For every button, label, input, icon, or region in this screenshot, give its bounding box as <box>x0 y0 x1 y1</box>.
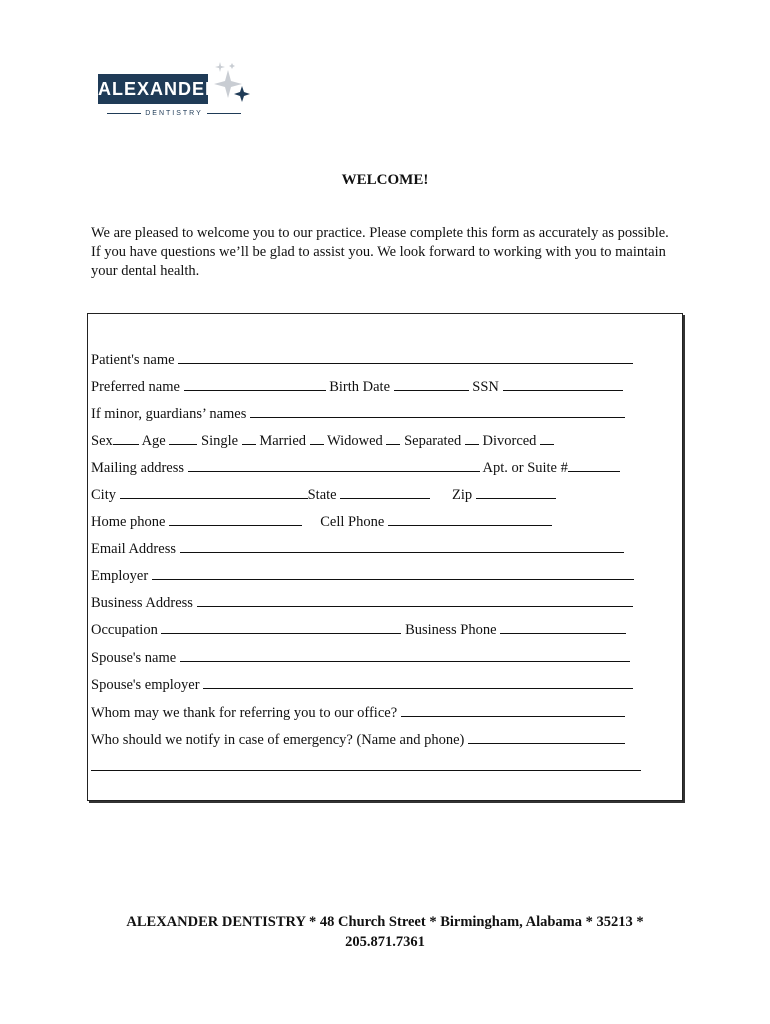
occupation-label: Occupation <box>91 622 158 638</box>
ssn-field[interactable] <box>503 377 623 391</box>
age-field[interactable] <box>169 431 197 445</box>
row-preferred-name <box>91 377 623 396</box>
intro-paragraph: We are pleased to welcome you to our practice. Please complete this form as accurately as possible. If you have questions we’ll be glad to assist you. We look forward to working with you to maintain your dental health. <box>91 225 669 279</box>
zip-label: Zip <box>451 487 473 503</box>
widowed-label: Widowed <box>327 433 383 449</box>
separated-label: Separated <box>404 433 462 449</box>
ssn-label: SSN <box>472 379 499 395</box>
footer-phone: 205.871.7361 <box>345 934 425 950</box>
practice-logo <box>98 60 258 122</box>
widowed-checkbox[interactable] <box>386 431 400 445</box>
row-referral <box>91 703 625 722</box>
patient-name-field[interactable] <box>178 350 633 364</box>
single-label: Single <box>201 433 239 449</box>
row-spouse-employer <box>91 675 633 694</box>
row-mailing-address <box>91 458 620 477</box>
spouse-employer-field[interactable] <box>203 675 633 689</box>
home-phone-field[interactable] <box>169 512 302 526</box>
email-field[interactable] <box>180 539 624 553</box>
birth-date-label: Birth Date <box>329 379 391 395</box>
married-label: Married <box>259 433 307 449</box>
state-field[interactable] <box>340 485 430 499</box>
business-address-label: Business Address <box>91 595 193 611</box>
state-label: State <box>307 487 337 503</box>
guardians-field[interactable] <box>250 404 625 418</box>
cell-phone-field[interactable] <box>388 512 552 526</box>
emergency-label: Who should we notify in case of emergency? (Name and phone) <box>91 732 465 748</box>
preferred-name-field[interactable] <box>184 377 326 391</box>
row-city-state-zip <box>91 485 556 504</box>
city-label: City <box>91 487 116 503</box>
row-emergency-continued <box>91 757 641 776</box>
city-field[interactable] <box>120 485 308 499</box>
occupation-field[interactable] <box>161 620 401 634</box>
business-phone-field[interactable] <box>500 620 626 634</box>
logo-subtitle: DENTISTRY <box>98 108 250 120</box>
zip-field[interactable] <box>476 485 556 499</box>
emergency-field[interactable] <box>468 730 625 744</box>
row-business-address <box>91 593 633 612</box>
row-emergency <box>91 730 625 749</box>
home-phone-label: Home phone <box>91 514 166 530</box>
married-checkbox[interactable] <box>310 431 324 445</box>
row-spouse-name <box>91 648 630 667</box>
patient-name-label: Patient's name <box>91 352 175 368</box>
spouse-employer-label: Spouse's employer <box>91 677 200 693</box>
email-label: Email Address <box>91 541 176 557</box>
row-guardians <box>91 404 625 423</box>
row-occupation <box>91 620 626 639</box>
row-patient-name <box>91 350 633 369</box>
row-employer <box>91 566 634 585</box>
divorced-label: Divorced <box>482 433 537 449</box>
row-phones <box>91 512 552 531</box>
sex-field[interactable] <box>113 431 139 445</box>
apt-field[interactable] <box>568 458 620 472</box>
mailing-address-field[interactable] <box>188 458 480 472</box>
apt-label: Apt. or Suite # <box>482 460 568 476</box>
employer-label: Employer <box>91 568 149 584</box>
sparkle-icon <box>208 60 258 110</box>
age-label: Age <box>141 433 166 449</box>
footer-address: ALEXANDER DENTISTRY * 48 Church Street * Birmingham, Alabama * 35213 * <box>126 914 644 930</box>
business-address-field[interactable] <box>197 593 633 607</box>
sex-label: Sex <box>91 433 113 449</box>
emergency-field-continued[interactable] <box>91 757 641 771</box>
guardians-label: If minor, guardians’ names <box>91 406 247 422</box>
spouse-name-field[interactable] <box>180 648 630 662</box>
divorced-checkbox[interactable] <box>540 431 554 445</box>
preferred-name-label: Preferred name <box>91 379 180 395</box>
practice-footer <box>0 912 770 952</box>
business-phone-label: Business Phone <box>405 622 497 638</box>
separated-checkbox[interactable] <box>465 431 479 445</box>
single-checkbox[interactable] <box>242 431 256 445</box>
row-email <box>91 539 624 558</box>
birth-date-field[interactable] <box>394 377 469 391</box>
logo-brand: ALEXANDER <box>98 74 208 104</box>
spouse-name-label: Spouse's name <box>91 650 177 666</box>
referral-label: Whom may we thank for referring you to our office? <box>91 705 398 721</box>
row-sex-status <box>91 431 554 450</box>
mailing-address-label: Mailing address <box>91 460 185 476</box>
employer-field[interactable] <box>152 566 634 580</box>
welcome-heading: WELCOME! <box>341 172 429 188</box>
referral-field[interactable] <box>401 703 625 717</box>
cell-phone-label: Cell Phone <box>320 514 385 530</box>
